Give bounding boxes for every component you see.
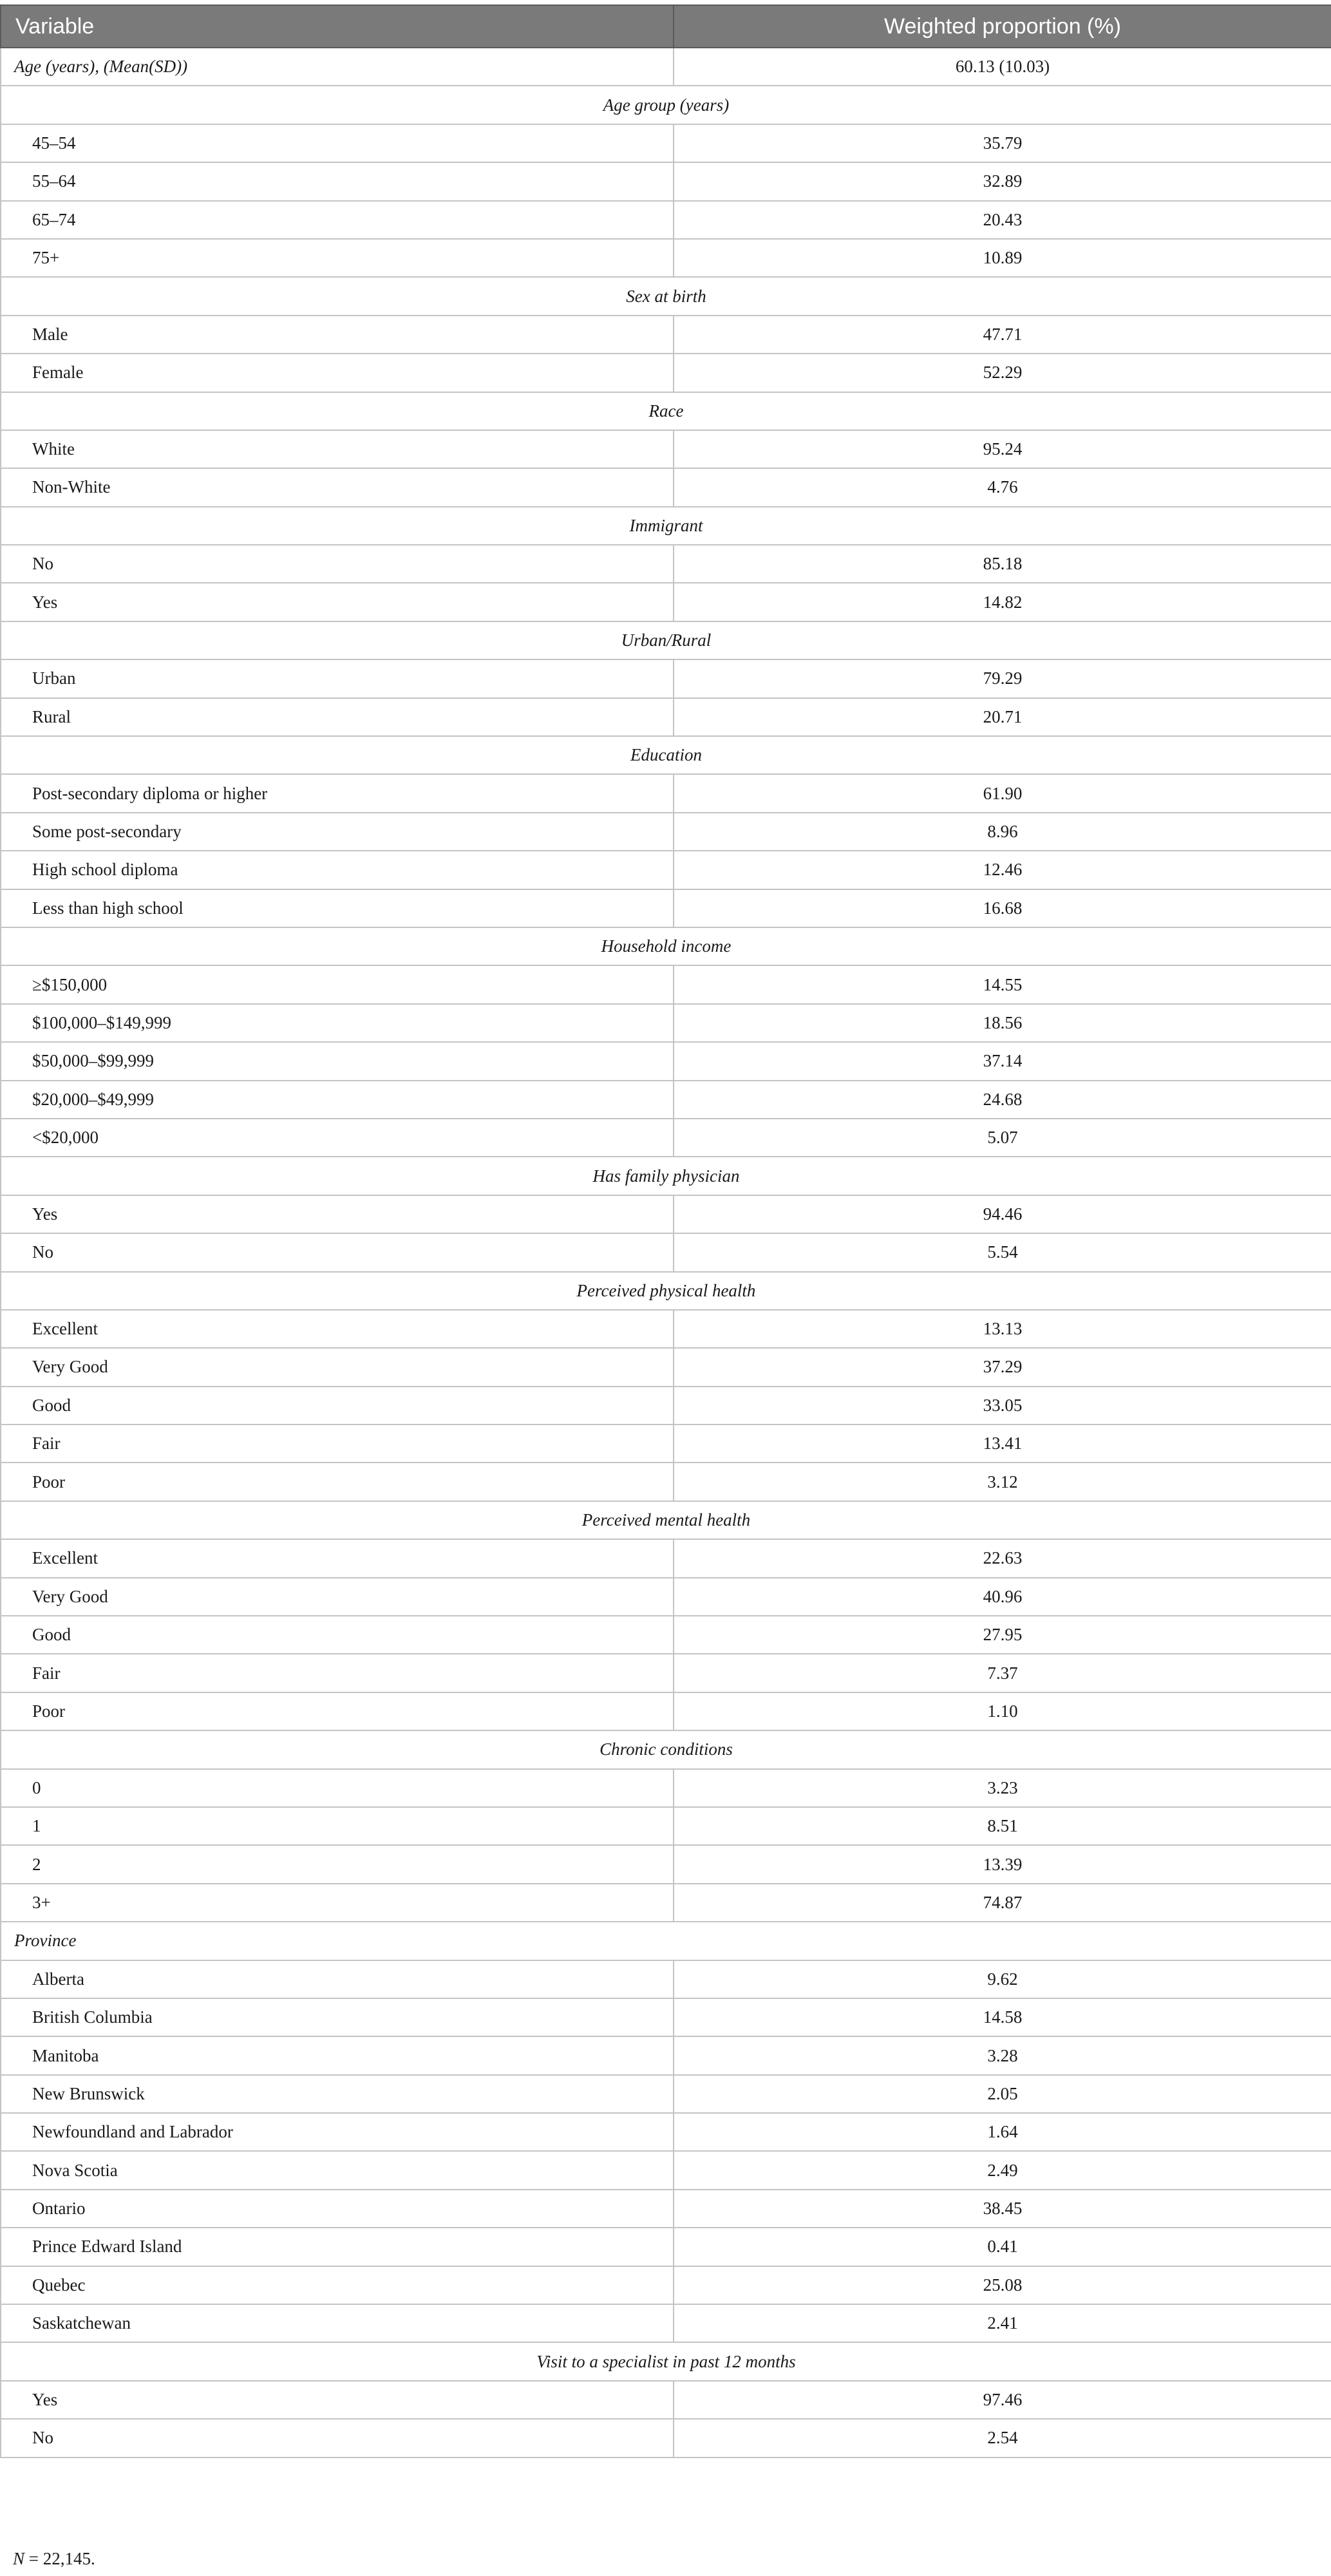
mean-age-value: 60.13 (10.03) (674, 48, 1331, 86)
section-header-row (1, 507, 1331, 545)
row-value: 85.18 (674, 545, 1331, 583)
row-value: 3.23 (674, 1769, 1331, 1807)
row-value: 52.29 (674, 354, 1331, 392)
row-value: 37.29 (674, 1348, 1331, 1386)
table-row (1, 2381, 1331, 2419)
footnote-text: = 22,145. (24, 2549, 95, 2568)
row-value: 13.13 (674, 1310, 1331, 1348)
row-value: 47.71 (674, 316, 1331, 354)
row-label: Less than high school (1, 889, 674, 927)
row-value: 2.49 (674, 2151, 1331, 2189)
table-container (0, 5, 1331, 2458)
row-value: 2.54 (674, 2419, 1331, 2457)
table-row (1, 1425, 1331, 1463)
table-row (1, 2190, 1331, 2228)
row-label: Excellent (1, 1310, 674, 1348)
row-value: 27.95 (674, 1616, 1331, 1654)
row-label: Newfoundland and Labrador (1, 2113, 674, 2151)
row-label: Yes (1, 1195, 674, 1233)
row-label: Very Good (1, 1578, 674, 1616)
table-row (1, 774, 1331, 812)
row-value: 61.90 (674, 774, 1331, 812)
section-title: Perceived mental health (1, 1501, 1331, 1539)
table-row (1, 1578, 1331, 1616)
table-row (1, 1654, 1331, 1692)
row-label: No (1, 1233, 674, 1271)
section-title: Visit to a specialist in past 12 months (1, 2342, 1331, 2380)
section-header-row (1, 736, 1331, 774)
row-value: 20.43 (674, 201, 1331, 239)
row-value: 74.87 (674, 1884, 1331, 1922)
row-label: Urban (1, 659, 674, 697)
table-row (1, 124, 1331, 162)
row-label: Ontario (1, 2190, 674, 2228)
section-title: Urban/Rural (1, 621, 1331, 659)
table-row (1, 965, 1331, 1003)
row-value: 14.58 (674, 1998, 1331, 2036)
section-title: Education (1, 736, 1331, 774)
header-variable: Variable (1, 5, 674, 48)
table-row (1, 2075, 1331, 2113)
table-row (1, 659, 1331, 697)
row-label: Nova Scotia (1, 2151, 674, 2189)
table-row (1, 1081, 1331, 1119)
section-title: Perceived physical health (1, 1272, 1331, 1310)
header-weighted-proportion: Weighted proportion (%) (674, 5, 1331, 48)
section-title: Household income (1, 927, 1331, 965)
row-label: 75+ (1, 239, 674, 277)
section-title: Immigrant (1, 507, 1331, 545)
table-row (1, 1807, 1331, 1845)
table-row (1, 889, 1331, 927)
table-row (1, 316, 1331, 354)
row-label: Yes (1, 583, 674, 621)
row-label: Excellent (1, 1539, 674, 1577)
section-title: Race (1, 392, 1331, 430)
table-row (1, 545, 1331, 583)
row-label: Fair (1, 1654, 674, 1692)
row-label: Poor (1, 1692, 674, 1730)
row-label: Fair (1, 1425, 674, 1463)
table-row (1, 2113, 1331, 2151)
section-title: Province (1, 1922, 1331, 1960)
section-header-row (1, 1922, 1331, 1960)
section-header-row (1, 1730, 1331, 1768)
row-value: 14.55 (674, 965, 1331, 1003)
row-label: 0 (1, 1769, 674, 1807)
row-label: Quebec (1, 2266, 674, 2304)
section-header-row (1, 1157, 1331, 1195)
row-label: White (1, 430, 674, 468)
table-row (1, 354, 1331, 392)
table-row (1, 583, 1331, 621)
row-value: 35.79 (674, 124, 1331, 162)
row-value: 13.39 (674, 1845, 1331, 1883)
table-row (1, 698, 1331, 736)
row-label: $20,000–$49,999 (1, 1081, 674, 1119)
row-label: Poor (1, 1463, 674, 1501)
table-body (1, 48, 1331, 2458)
table-row (1, 162, 1331, 200)
row-label: Very Good (1, 1348, 674, 1386)
row-value: 1.64 (674, 2113, 1331, 2151)
section-header-row (1, 1272, 1331, 1310)
row-value: 2.05 (674, 2075, 1331, 2113)
mean-age-label: Age (years), (Mean(SD)) (1, 48, 674, 86)
row-value: 37.14 (674, 1042, 1331, 1080)
table-row (1, 1616, 1331, 1654)
row-label: Good (1, 1387, 674, 1425)
table-row (1, 2036, 1331, 2074)
row-label: Yes (1, 2381, 674, 2419)
row-value: 7.37 (674, 1654, 1331, 1692)
table-row (1, 2304, 1331, 2342)
table-row (1, 851, 1331, 889)
row-label: 2 (1, 1845, 674, 1883)
row-value: 12.46 (674, 851, 1331, 889)
row-value: 16.68 (674, 889, 1331, 927)
table-row (1, 201, 1331, 239)
section-header-row (1, 277, 1331, 315)
row-value: 1.10 (674, 1692, 1331, 1730)
table-row (1, 1769, 1331, 1807)
table-row (1, 1960, 1331, 1998)
section-header-row (1, 621, 1331, 659)
table-row (1, 2151, 1331, 2189)
row-value: 3.28 (674, 2036, 1331, 2074)
row-value: 14.82 (674, 583, 1331, 621)
row-label: Prince Edward Island (1, 2228, 674, 2266)
row-label: No (1, 545, 674, 583)
table-row (1, 1539, 1331, 1577)
row-label: ≥$150,000 (1, 965, 674, 1003)
row-value: 4.76 (674, 468, 1331, 506)
row-label: Male (1, 316, 674, 354)
row-label: Post-secondary diploma or higher (1, 774, 674, 812)
row-label: $50,000–$99,999 (1, 1042, 674, 1080)
row-value: 13.41 (674, 1425, 1331, 1463)
table-row (1, 1004, 1331, 1042)
row-value: 94.46 (674, 1195, 1331, 1233)
table-row (1, 1310, 1331, 1348)
table-row (1, 2228, 1331, 2266)
row-value: 3.12 (674, 1463, 1331, 1501)
row-label: Manitoba (1, 2036, 674, 2074)
row-value: 32.89 (674, 162, 1331, 200)
row-label: $100,000–$149,999 (1, 1004, 674, 1042)
table-row (1, 1119, 1331, 1157)
row-value: 0.41 (674, 2228, 1331, 2266)
row-label: 3+ (1, 1884, 674, 1922)
section-title: Chronic conditions (1, 1730, 1331, 1768)
row-label: Female (1, 354, 674, 392)
section-header-row (1, 927, 1331, 965)
section-header-row (1, 392, 1331, 430)
table-row (1, 1042, 1331, 1080)
row-value: 20.71 (674, 698, 1331, 736)
row-label: Some post-secondary (1, 813, 674, 851)
table-row (1, 2266, 1331, 2304)
section-header-row (1, 2342, 1331, 2380)
row-label: 45–54 (1, 124, 674, 162)
table-header-row (1, 5, 1331, 48)
table-row (1, 1845, 1331, 1883)
row-label: 65–74 (1, 201, 674, 239)
row-value: 38.45 (674, 2190, 1331, 2228)
row-label: British Columbia (1, 1998, 674, 2036)
section-title: Sex at birth (1, 277, 1331, 315)
row-label: New Brunswick (1, 2075, 674, 2113)
row-label: <$20,000 (1, 1119, 674, 1157)
row-value: 79.29 (674, 659, 1331, 697)
section-header-row (1, 1501, 1331, 1539)
row-value: 2.41 (674, 2304, 1331, 2342)
row-label: 55–64 (1, 162, 674, 200)
table-row (1, 1884, 1331, 1922)
table-row (1, 1387, 1331, 1425)
row-label: Alberta (1, 1960, 674, 1998)
weighted-proportion-table (0, 5, 1331, 2458)
table-row (1, 430, 1331, 468)
row-label: High school diploma (1, 851, 674, 889)
table-row (1, 239, 1331, 277)
table-row (1, 813, 1331, 851)
row-value: 25.08 (674, 2266, 1331, 2304)
footnote (13, 2549, 95, 2569)
row-label: Non-White (1, 468, 674, 506)
row-value: 8.51 (674, 1807, 1331, 1845)
row-value: 10.89 (674, 239, 1331, 277)
mean-age-row (1, 48, 1331, 86)
table-row (1, 1195, 1331, 1233)
row-label: Rural (1, 698, 674, 736)
row-value: 97.46 (674, 2381, 1331, 2419)
row-value: 95.24 (674, 430, 1331, 468)
table-row (1, 2419, 1331, 2457)
section-title: Age group (years) (1, 86, 1331, 124)
table-row (1, 1463, 1331, 1501)
section-title: Has family physician (1, 1157, 1331, 1195)
row-value: 5.07 (674, 1119, 1331, 1157)
table-row (1, 468, 1331, 506)
row-value: 8.96 (674, 813, 1331, 851)
table-row (1, 1998, 1331, 2036)
table-row (1, 1348, 1331, 1386)
row-value: 22.63 (674, 1539, 1331, 1577)
row-value: 33.05 (674, 1387, 1331, 1425)
row-label: Saskatchewan (1, 2304, 674, 2342)
row-label: No (1, 2419, 674, 2457)
row-label: 1 (1, 1807, 674, 1845)
row-label: Good (1, 1616, 674, 1654)
row-value: 9.62 (674, 1960, 1331, 1998)
footnote-symbol: N (13, 2549, 25, 2568)
row-value: 40.96 (674, 1578, 1331, 1616)
row-value: 24.68 (674, 1081, 1331, 1119)
row-value: 18.56 (674, 1004, 1331, 1042)
row-value: 5.54 (674, 1233, 1331, 1271)
section-header-row (1, 86, 1331, 124)
table-row (1, 1233, 1331, 1271)
table-row (1, 1692, 1331, 1730)
